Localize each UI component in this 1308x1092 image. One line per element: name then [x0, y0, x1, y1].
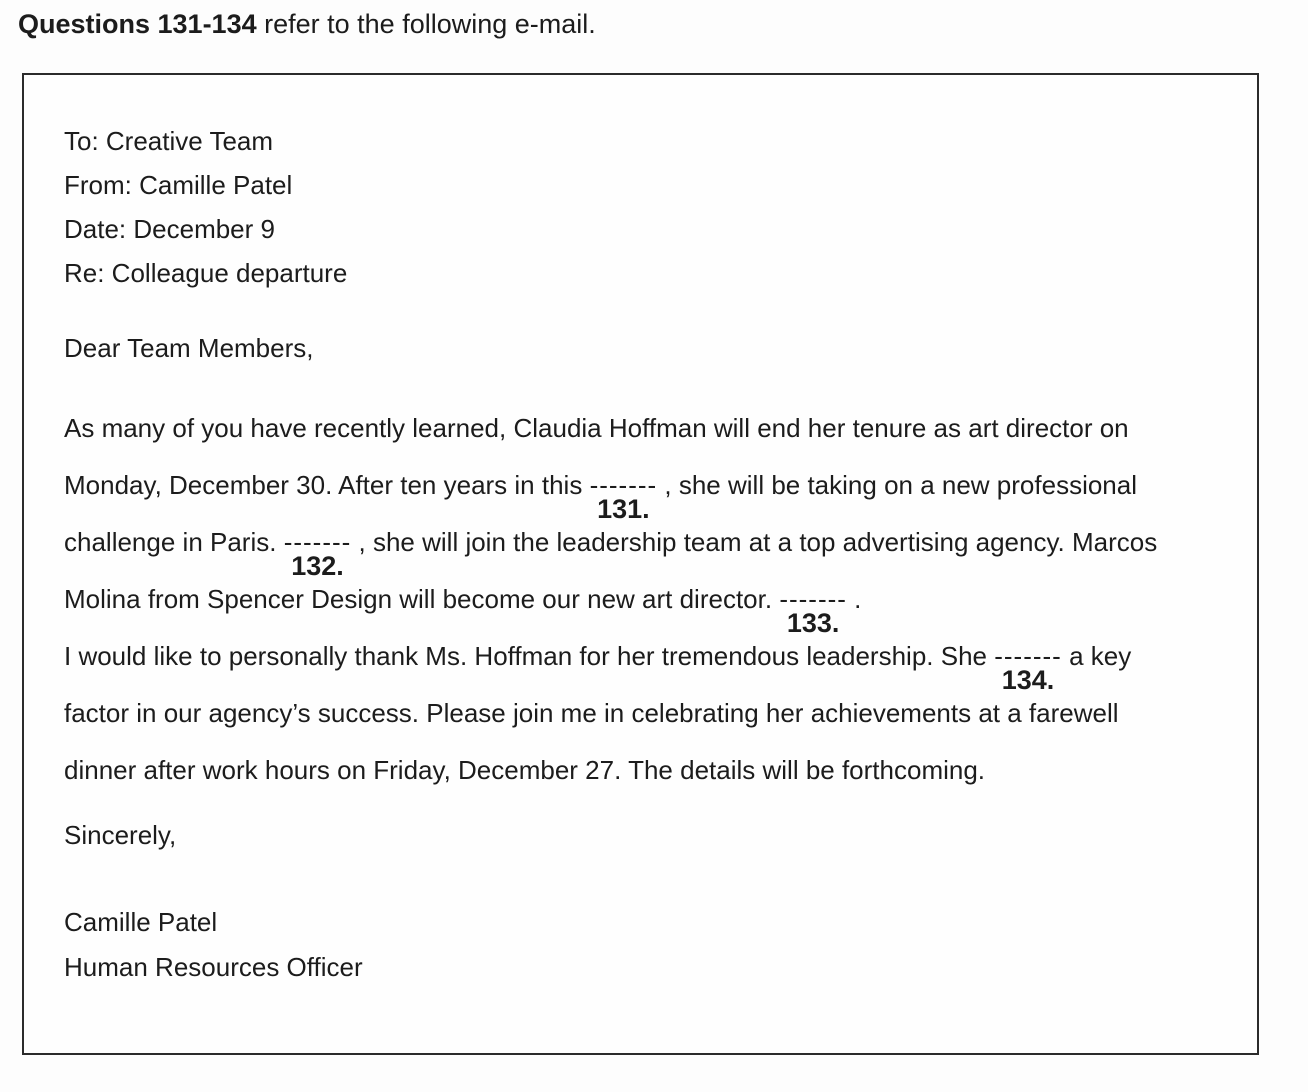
question-number-131: 131. [597, 494, 650, 524]
question-range-label: Questions 131-134 [18, 9, 257, 39]
email-header-from: From: Camille Patel [64, 170, 293, 200]
body-line: As many of you have recently learned, Claudia Hoffman will end her tenure as art director on [64, 413, 1129, 443]
email-greeting: Dear Team Members, [64, 333, 314, 363]
line-text: , she will join the leadership team at a top advertising agency. Marcos [351, 527, 1158, 557]
signature-title: Human Resources Officer [64, 952, 363, 982]
body-line [64, 641, 1227, 695]
blank-134 [994, 641, 1062, 695]
blank-131 [589, 470, 658, 524]
line-text: a key [1061, 641, 1132, 671]
blank-dashes: ------- [589, 470, 658, 500]
blank-dashes: ------- [994, 641, 1062, 671]
question-number-133: 133. [786, 608, 840, 638]
email-header-date: Date: December 9 [64, 214, 275, 244]
email-box [22, 73, 1259, 1055]
email-content [24, 75, 1257, 990]
blank-133 [779, 584, 847, 638]
heading-text: refer to the following e-mail. [256, 9, 596, 39]
body-line [64, 527, 1227, 581]
blank-132 [283, 527, 352, 581]
email-closing: Sincerely, [64, 820, 177, 850]
body-line [64, 470, 1227, 524]
line-text: . [846, 584, 862, 614]
body-line: factor in our agency’s success. Please join me in celebrating her achievements at a farewell [64, 698, 1119, 728]
body-line [64, 584, 1227, 638]
email-header-re: Re: Colleague departure [64, 258, 348, 288]
question-number-132: 132. [291, 551, 344, 581]
body-line: dinner after work hours on Friday, December 27. The details will be forthcoming. [64, 755, 986, 785]
line-text: I would like to personally thank Ms. Hoffman for her tremendous leadership. She [64, 641, 995, 671]
line-text: , she will be taking on a new professional [657, 470, 1138, 500]
line-text: Molina from Spencer Design will become our new art director. [64, 584, 780, 614]
paragraph-2 [64, 641, 1227, 785]
line-text: Monday, December 30. After ten years in this [64, 470, 590, 500]
question-number-134: 134. [1001, 665, 1055, 695]
blank-dashes: ------- [283, 527, 352, 557]
paragraph-1 [64, 413, 1227, 638]
line-text: challenge in Paris. [64, 527, 284, 557]
signature-block [64, 900, 1227, 990]
email-header-to: To: Creative Team [64, 126, 274, 156]
signature-name: Camille Patel [64, 907, 218, 937]
blank-dashes: ------- [779, 584, 847, 614]
page-heading [18, 8, 596, 40]
